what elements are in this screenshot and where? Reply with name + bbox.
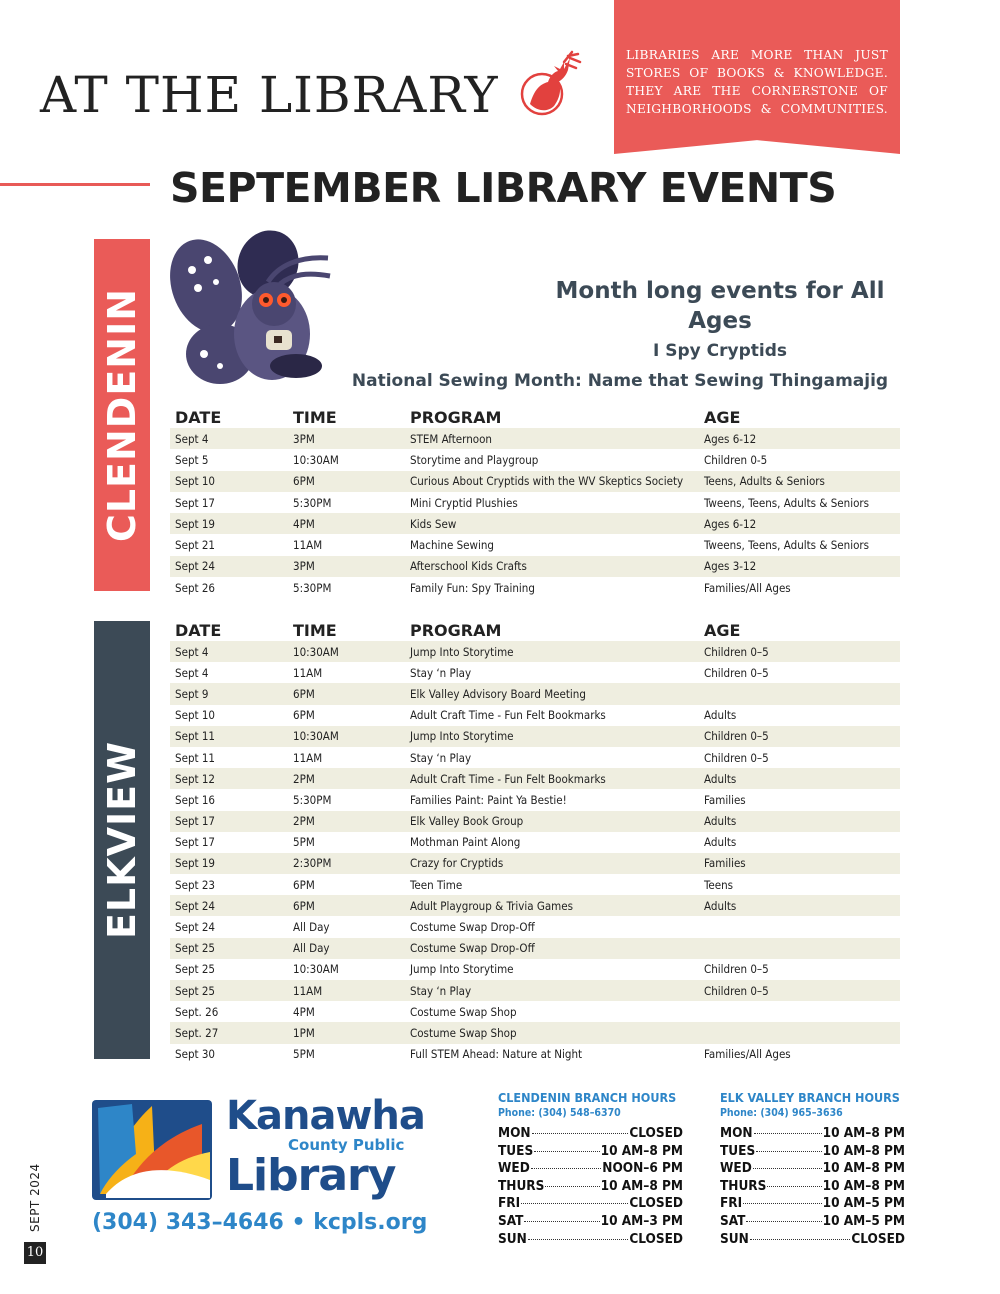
month-long-item: I Spy Cryptids — [652, 341, 787, 361]
age-cell — [699, 1001, 900, 1022]
hours-time: 10 AM–3 PM — [600, 1212, 683, 1229]
date-cell: Sept 4 — [175, 665, 209, 680]
hours-row — [498, 1195, 683, 1213]
age-cell: Children 0–5 — [704, 962, 769, 977]
hours-row — [720, 1231, 905, 1249]
table-row — [170, 641, 900, 662]
accent-divider — [0, 183, 150, 186]
hours-row — [498, 1125, 683, 1143]
date-cell: Sept 16 — [175, 792, 216, 807]
hours-day: SAT — [498, 1212, 524, 1229]
dot-leader — [753, 1168, 822, 1169]
age-cell: Ages 6-12 — [699, 513, 900, 534]
program-cell: Storytime and Playgroup — [410, 452, 539, 467]
logo-line-kanawha: Kanawha — [226, 1093, 425, 1139]
hours-day: MON — [498, 1125, 531, 1141]
time-cell: 6PM — [288, 683, 405, 704]
age-cell — [699, 1022, 900, 1043]
dot-leader — [531, 1168, 601, 1169]
age-cell: Children 0-5 — [704, 452, 768, 467]
table-row — [170, 895, 900, 916]
table-row — [170, 513, 900, 534]
column-header-age: AGE — [704, 407, 741, 427]
program-cell: Costume Swap Shop — [405, 1022, 699, 1043]
program-cell: Jump Into Storytime — [405, 641, 699, 662]
time-cell: 5PM — [293, 1047, 315, 1062]
hours-day: TUES — [498, 1142, 534, 1159]
time-cell: 6PM — [288, 471, 405, 492]
hours-row — [498, 1143, 683, 1161]
date-cell: Sept 24 — [170, 895, 288, 916]
program-cell: Costume Swap Shop — [410, 1004, 517, 1019]
time-cell: 10:30AM — [293, 452, 339, 467]
kcpl-logo-icon — [92, 1094, 212, 1200]
dot-leader — [532, 1133, 629, 1134]
program-cell: Mini Cryptid Plushies — [410, 495, 518, 510]
date-cell: Sept 23 — [175, 877, 216, 892]
program-cell: Mothman Paint Along — [410, 835, 521, 850]
hours-row — [720, 1125, 905, 1143]
age-cell — [699, 683, 900, 704]
hours-day: FRI — [720, 1195, 743, 1212]
table-row — [170, 662, 900, 683]
time-cell: 10:30AM — [288, 726, 405, 747]
table-row — [170, 832, 900, 853]
date-cell: Sept. 27 — [170, 1022, 288, 1043]
dot-leader — [746, 1221, 821, 1222]
program-cell: Family Fun: Spy Training — [410, 580, 535, 595]
table-row — [170, 980, 900, 1001]
dot-leader — [524, 1221, 599, 1222]
time-cell: 11AM — [293, 538, 323, 553]
program-cell: Machine Sewing — [410, 538, 495, 553]
time-cell: 10:30AM — [288, 641, 405, 662]
age-cell: Children 0–5 — [704, 750, 769, 765]
time-cell: 2:30PM — [288, 853, 405, 874]
hours-time: CLOSED — [629, 1125, 683, 1141]
program-cell: Teen Time — [410, 877, 463, 892]
header-title: AT THE LIBRARY — [40, 66, 499, 124]
age-cell: Adults — [704, 835, 737, 850]
age-cell: Families — [704, 792, 746, 807]
month-long-heading: Month long events for All Ages — [555, 278, 885, 334]
clendenin-side-tab — [94, 239, 150, 591]
contact-line[interactable]: (304) 343–4646 • kcpls.org — [92, 1210, 428, 1235]
program-cell: Jump Into Storytime — [405, 726, 699, 747]
dot-leader — [528, 1239, 629, 1240]
program-cell: Stay ‘n Play — [410, 750, 472, 765]
time-cell: 2PM — [288, 768, 405, 789]
hours-row — [498, 1178, 683, 1196]
mothman-illustration-icon — [168, 226, 334, 396]
program-cell: Stay ‘n Play — [405, 980, 699, 1001]
hours-phone[interactable]: Phone: (304) 965–3636 — [720, 1107, 843, 1119]
age-cell: Adults — [699, 768, 900, 789]
elkview-side-tab — [94, 621, 150, 1059]
age-cell: Adults — [699, 811, 900, 832]
age-cell: Adults — [699, 895, 900, 916]
time-cell: 5PM — [293, 835, 315, 850]
table-row — [170, 1044, 900, 1065]
date-cell: Sept 21 — [175, 538, 216, 553]
table-row — [170, 428, 900, 449]
program-cell: Full STEM Ahead: Nature at Night — [410, 1047, 583, 1062]
age-cell: Families — [699, 853, 900, 874]
dot-leader — [534, 1151, 599, 1152]
program-cell: STEM Afternoon — [405, 428, 699, 449]
date-cell: Sept 5 — [175, 452, 209, 467]
age-cell: Families/All Ages — [704, 1047, 791, 1062]
table-header-row — [170, 619, 900, 641]
program-cell: Adult Playgroup & Trivia Games — [405, 895, 699, 916]
dot-leader — [767, 1186, 821, 1187]
month-long-item: National Sewing Month: Name that Sewing Thingamajig — [351, 371, 889, 391]
age-cell: Ages 6-12 — [699, 428, 900, 449]
elk-valley-hours — [720, 1090, 905, 1248]
date-cell: Sept 17 — [175, 835, 216, 850]
dot-leader — [743, 1203, 821, 1204]
table-row — [170, 811, 900, 832]
date-cell: Sept 11 — [175, 750, 216, 765]
hours-time: 10 AM–8 PM — [822, 1125, 905, 1141]
time-cell: 11AM — [288, 980, 405, 1001]
column-header-program: PROGRAM — [410, 620, 502, 640]
table-row — [170, 534, 900, 555]
program-cell: Stay ‘n Play — [410, 665, 472, 680]
table-row — [170, 683, 900, 704]
time-cell: 11AM — [293, 750, 323, 765]
time-cell: 4PM — [288, 513, 405, 534]
age-cell: Adults — [704, 708, 737, 723]
logo-line-county: County Public — [288, 1136, 405, 1154]
clendenin-events-table — [170, 406, 900, 598]
time-cell: 5:30PM — [293, 792, 332, 807]
table-row — [170, 492, 900, 513]
month-long-events — [340, 276, 900, 394]
deer-logo-icon — [520, 42, 590, 122]
hours-row — [720, 1178, 905, 1196]
time-cell: 1PM — [288, 1022, 405, 1043]
date-cell: Sept 24 — [170, 556, 288, 577]
column-header-time: TIME — [293, 620, 337, 640]
quote-text: LIBRARIES ARE MORE THAN JUST STORES OF BOOKS & KNOWLEDGE. THEY ARE THE CORNERSTONE OF NEIGHBORHOODS & COMMUNITIES. — [626, 48, 888, 116]
hours-day: WED — [498, 1160, 530, 1177]
hours-time: CLOSED — [629, 1195, 683, 1212]
table-row — [170, 726, 900, 747]
program-cell: Crazy for Cryptids — [405, 853, 699, 874]
age-cell: Teens, Adults & Seniors — [699, 471, 900, 492]
time-cell: 6PM — [288, 895, 405, 916]
date-cell: Sept 19 — [170, 853, 288, 874]
hours-row — [720, 1213, 905, 1231]
dot-leader — [750, 1239, 851, 1240]
program-cell: Costume Swap Drop-Off — [405, 938, 699, 959]
program-cell: Jump Into Storytime — [410, 962, 514, 977]
time-cell: 3PM — [288, 556, 405, 577]
date-cell: Sept 4 — [170, 428, 288, 449]
time-cell: 6PM — [293, 877, 315, 892]
table-row — [170, 853, 900, 874]
date-cell: Sept 4 — [170, 641, 288, 662]
table-row — [170, 938, 900, 959]
page-number: 10 — [24, 1242, 46, 1264]
hours-day: THURS — [720, 1177, 767, 1194]
time-cell: 11AM — [293, 665, 323, 680]
time-cell: 3PM — [288, 428, 405, 449]
hours-time: 10 AM–8 PM — [822, 1160, 905, 1177]
table-row — [170, 577, 900, 598]
program-cell: Curious About Cryptids with the WV Skeptics Society — [405, 471, 699, 492]
clendenin-label: CLENDENIN — [100, 287, 144, 543]
age-cell: Tweens, Teens, Adults & Seniors — [704, 538, 870, 553]
date-cell: Sept. 26 — [175, 1004, 219, 1019]
column-header-program: PROGRAM — [410, 407, 502, 427]
hours-time: 10 AM–5 PM — [822, 1212, 905, 1229]
date-cell: Sept 30 — [175, 1047, 216, 1062]
date-cell: Sept 17 — [175, 495, 216, 510]
time-cell: 6PM — [293, 708, 315, 723]
table-row — [170, 747, 900, 768]
age-cell: Families/All Ages — [704, 580, 791, 595]
hours-row — [720, 1143, 905, 1161]
date-cell: Sept 25 — [170, 938, 288, 959]
program-cell: Costume Swap Drop-Off — [410, 920, 535, 935]
hours-time: CLOSED — [629, 1230, 683, 1247]
age-cell: Children 0–5 — [699, 726, 900, 747]
column-header-age: AGE — [704, 620, 741, 640]
dot-leader — [756, 1151, 821, 1152]
date-cell: Sept 10 — [170, 471, 288, 492]
hours-row — [498, 1231, 683, 1249]
time-cell: All Day — [293, 920, 330, 935]
program-cell: Kids Sew — [405, 513, 699, 534]
time-cell: 4PM — [293, 1004, 315, 1019]
time-cell: 2PM — [288, 811, 405, 832]
table-row — [170, 1022, 900, 1043]
elkview-events-table — [170, 619, 900, 1065]
column-header-date: DATE — [175, 407, 222, 427]
hours-phone[interactable]: Phone: (304) 548–6370 — [498, 1107, 621, 1119]
date-cell: Sept 25 — [175, 962, 216, 977]
program-cell: Elk Valley Advisory Board Meeting — [405, 683, 699, 704]
time-cell: 5:30PM — [293, 495, 332, 510]
hours-time: 10 AM–8 PM — [822, 1142, 905, 1159]
program-cell: Adult Craft Time - Fun Felt Bookmarks — [405, 768, 699, 789]
hours-day: SUN — [498, 1230, 527, 1247]
hours-time: NOON–6 PM — [602, 1160, 683, 1177]
clendenin-hours — [498, 1090, 683, 1248]
date-cell: Sept 9 — [170, 683, 288, 704]
date-cell: Sept 25 — [170, 980, 288, 1001]
page-title: SEPTEMBER LIBRARY EVENTS — [170, 164, 837, 212]
table-row — [170, 1001, 900, 1022]
dot-leader — [521, 1203, 628, 1204]
column-header-time: TIME — [293, 407, 337, 427]
program-cell: Afterschool Kids Crafts — [405, 556, 699, 577]
table-row — [170, 449, 900, 470]
table-row — [170, 789, 900, 810]
table-row — [170, 705, 900, 726]
hours-row — [498, 1213, 683, 1231]
age-cell: Tweens, Teens, Adults & Seniors — [704, 495, 870, 510]
age-cell — [699, 938, 900, 959]
age-cell: Teens — [704, 877, 734, 892]
program-cell: Adult Craft Time - Fun Felt Bookmarks — [410, 708, 606, 723]
age-cell: Ages 3-12 — [699, 556, 900, 577]
age-cell: Children 0–5 — [704, 665, 769, 680]
hours-day: SAT — [720, 1212, 746, 1229]
date-cell: Sept 19 — [170, 513, 288, 534]
hours-row — [720, 1195, 905, 1213]
column-header-date: DATE — [175, 620, 222, 640]
table-row — [170, 874, 900, 895]
date-cell: Sept 12 — [170, 768, 288, 789]
date-cell: Sept 17 — [170, 811, 288, 832]
age-cell: Children 0–5 — [699, 641, 900, 662]
table-row — [170, 768, 900, 789]
kcpl-wordmark — [226, 1093, 425, 1201]
hours-day: WED — [720, 1160, 752, 1177]
hours-time: 10 AM–5 PM — [822, 1195, 905, 1212]
hours-title: CLENDENIN BRANCH HOURS — [498, 1090, 677, 1105]
hours-day: TUES — [720, 1142, 756, 1159]
date-cell: Sept 10 — [175, 708, 216, 723]
table-row — [170, 916, 900, 937]
dot-leader — [545, 1186, 599, 1187]
table-row — [170, 959, 900, 980]
hours-time: 10 AM–8 PM — [600, 1142, 683, 1159]
hours-row — [498, 1160, 683, 1178]
dot-leader — [754, 1133, 822, 1134]
table-row — [170, 556, 900, 577]
hours-time: 10 AM–8 PM — [600, 1177, 683, 1194]
hours-time: 10 AM–8 PM — [822, 1177, 905, 1194]
hours-day: MON — [720, 1125, 753, 1141]
logo-line-library: Library — [226, 1150, 396, 1201]
table-header-row — [170, 406, 900, 428]
program-cell: Families Paint: Paint Ya Bestie! — [410, 792, 567, 807]
time-cell: 10:30AM — [293, 962, 339, 977]
date-cell: Sept 11 — [170, 726, 288, 747]
table-row — [170, 471, 900, 492]
hours-title: ELK VALLEY BRANCH HOURS — [720, 1090, 900, 1105]
issue-date: SEPT 2024 — [28, 1163, 42, 1232]
hours-day: SUN — [720, 1230, 749, 1247]
elkview-label: ELKVIEW — [100, 740, 144, 940]
time-cell: All Day — [288, 938, 405, 959]
hours-time: CLOSED — [851, 1230, 905, 1247]
age-cell: Children 0–5 — [699, 980, 900, 1001]
hours-day: FRI — [498, 1195, 521, 1212]
date-cell: Sept 26 — [175, 580, 216, 595]
hours-day: THURS — [498, 1177, 545, 1194]
date-cell: Sept 24 — [175, 920, 216, 935]
age-cell — [699, 916, 900, 937]
program-cell: Elk Valley Book Group — [405, 811, 699, 832]
time-cell: 5:30PM — [293, 580, 332, 595]
hours-row — [720, 1160, 905, 1178]
